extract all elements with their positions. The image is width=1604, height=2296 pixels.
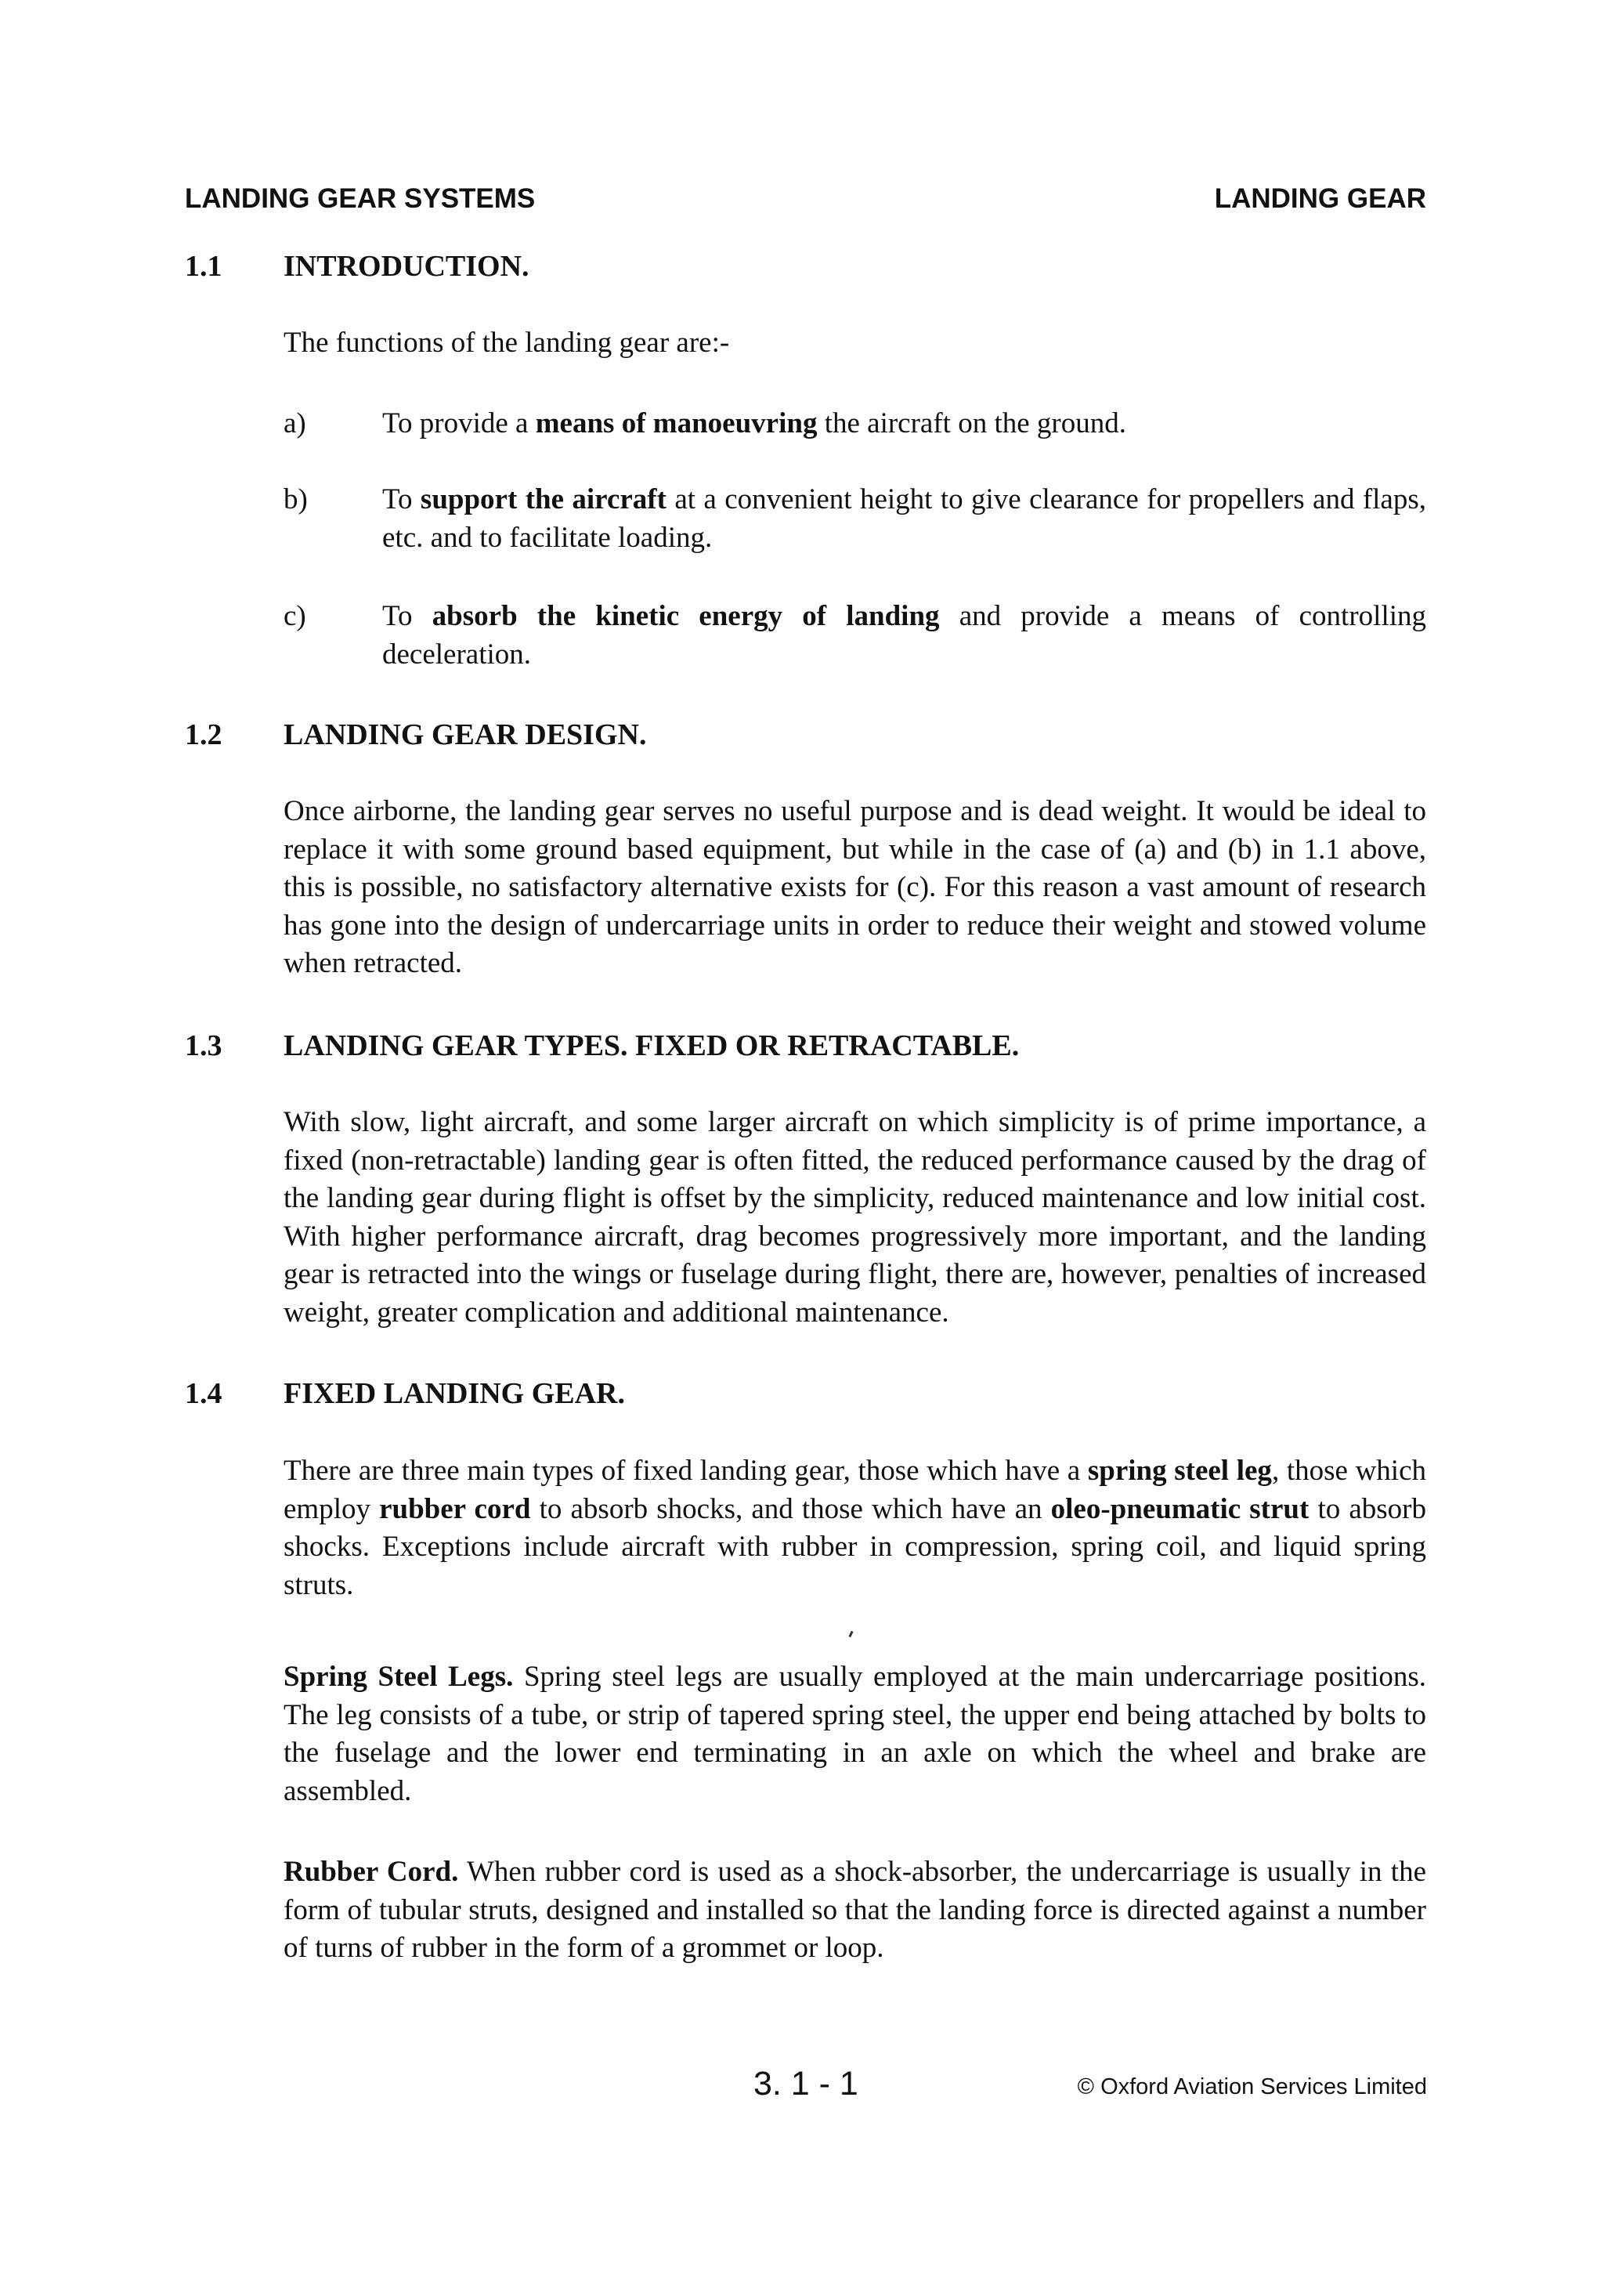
section-title: FIXED LANDING GEAR. <box>284 1377 625 1410</box>
section-title: INTRODUCTION. <box>284 250 529 283</box>
design-paragraph: Once airborne, the landing gear serves no useful purpose and is dead weight. It would be ideal to replace it with some ground based equipment, but while in the case of (a) and (b) in 1.1 above, this is possible, no satisfactory alternative exists for (c). For this reason a vast amount of research has gone into the design of undercarriage units in order to reduce their weight and stowed volume when retracted. <box>284 795 1426 979</box>
section-number: 1.3 <box>185 1029 222 1062</box>
spring-steel-paragraph: Spring Steel Legs. Spring steel legs are usually employed at the main undercarriage positions. The leg consists of a tube, or strip of tapered spring steel, the upper end being attached by bolts to the fuselage and the lower end terminating in an axle on which the wheel and brake are assembled. <box>284 1661 1426 1807</box>
types-paragraph: With slow, light aircraft, and some larger aircraft on which simplicity is of prime importance, a fixed (non-retractable) landing gear is often fitted, the reduced performance caused by the drag of the landing gear during flight is offset by the simplicity, reduced maintenance and low initial cost. With higher performance aircraft, drag becomes progressively more important, and the landing gear is retracted into the wings or fuselage during flight, there are, however, penalties of increased weight, greater complication and additional maintenance. <box>284 1106 1426 1329</box>
section-title: LANDING GEAR TYPES. FIXED OR RETRACTABLE. <box>284 1029 1020 1062</box>
header-chapter: LANDING GEAR SYSTEMS <box>185 183 536 214</box>
rubber-cord-label: Rubber Cord. <box>284 1856 459 1888</box>
list-text: To absorb the kinetic energy of landing and provide a means of controlling deceleration. <box>382 600 1426 671</box>
list-letter: b) <box>284 483 308 515</box>
list-letter: c) <box>284 600 306 632</box>
running-header <box>185 183 1426 215</box>
header-topic: LANDING GEAR <box>1214 183 1426 214</box>
page-number: 3. 1 - 1 <box>753 2065 858 2103</box>
spring-steel-label: Spring Steel Legs. <box>284 1661 514 1693</box>
section-title: LANDING GEAR DESIGN. <box>284 718 647 751</box>
intro-text: The functions of the landing gear are:- <box>284 327 730 359</box>
list-letter: a) <box>284 407 306 439</box>
copyright-notice: © Oxford Aviation Services Limited <box>1077 2074 1427 2099</box>
section-number: 1.4 <box>185 1377 222 1410</box>
list-text: To provide a means of manoeuvring the aircraft on the ground. <box>382 407 1126 439</box>
section-number: 1.1 <box>185 250 222 283</box>
rubber-cord-paragraph: Rubber Cord. When rubber cord is used as a shock-absorber, the undercarriage is usually in the form of tubular struts, designed and installed so that the landing force is directed against a number of turns of rubber in the form of a grommet or loop. <box>284 1856 1426 1964</box>
section-number: 1.2 <box>185 718 222 751</box>
list-text: To support the aircraft at a convenient height to give clearance for propellers and flaps, etc. and to facilitate loading. <box>382 483 1427 554</box>
fixed-gear-paragraph: There are three main types of fixed landing gear, those which have a spring steel leg, those which employ rubber cord to absorb shocks, and those which have an oleo-pneumatic strut to absorb shocks. Exceptions include aircraft with rubber in compression, spring coil, and liquid spring struts. <box>284 1455 1426 1601</box>
scan-mark <box>848 1631 853 1638</box>
